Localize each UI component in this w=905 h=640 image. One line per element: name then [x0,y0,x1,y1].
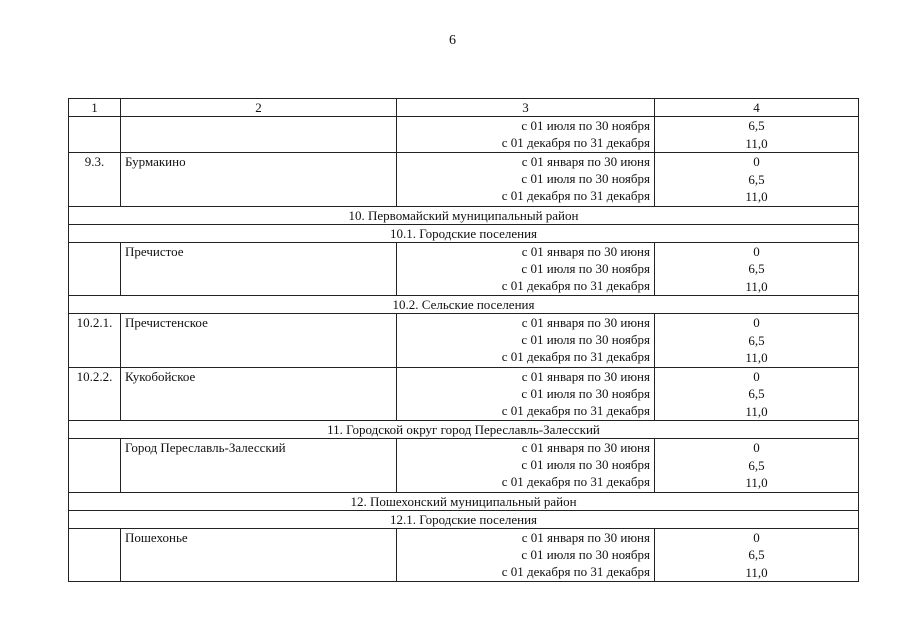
period-cell [397,153,655,207]
tariff-value: 11,0 [745,403,768,419]
period-text: с 01 июля по 30 ноября [521,260,650,276]
tariff-value: 11,0 [745,189,768,204]
tariff-value: 11,0 [745,350,768,365]
period-cell [397,242,655,296]
tariff-value: 11,0 [745,278,768,294]
value-cell [655,314,859,368]
section-row [69,421,859,439]
row-number [69,117,121,153]
period-text: с 01 января по 30 июня [521,368,650,384]
table-row [69,242,859,296]
section-row [69,206,859,224]
row-number [69,242,121,296]
period-text: с 01 января по 30 июня [521,154,650,169]
row-number: 10.2.1. [69,314,121,368]
column-number-header [69,99,859,117]
table-row [69,367,859,421]
row-number: 10.2.2. [69,367,121,421]
tariff-value: 6,5 [748,171,765,187]
table-row [69,528,859,582]
tariff-value: 6,5 [748,261,765,276]
settlement-name: Пречистенское [121,314,397,368]
period-text: с 01 декабря по 31 декабря [501,349,650,364]
period-text: с 01 января по 30 июня [521,243,650,259]
tariff-table [68,98,859,582]
period-cell [397,439,655,493]
period-text: с 01 июля по 30 ноября [521,171,650,186]
section-row [69,510,859,528]
period-text: с 01 июля по 30 ноября [521,118,650,133]
period-text: с 01 декабря по 31 декабря [501,188,650,203]
tariff-value: 6,5 [748,332,765,348]
section-title: 10.2. Сельские поселения [69,296,859,314]
value-cell [655,153,859,207]
section-title: 12.1. Городские поселения [69,510,859,528]
tariff-value: 0 [753,529,760,545]
table-row [69,153,859,207]
period-cell [397,528,655,582]
column-number-2: 2 [121,99,397,117]
tariff-value: 0 [753,154,760,169]
tariff-value: 0 [753,243,760,259]
tariff-value: 0 [753,368,760,384]
tariff-value: 11,0 [745,475,768,490]
value-cell [655,528,859,582]
settlement-name: Кукобойское [121,367,397,421]
period-text: с 01 января по 30 июня [521,315,650,330]
period-text: с 01 декабря по 31 декабря [501,474,650,489]
row-number [69,439,121,493]
tariff-value: 11,0 [745,135,768,151]
row-number [69,528,121,582]
value-cell [655,242,859,296]
section-title: 10.1. Городские поселения [69,224,859,242]
tariff-value: 6,5 [748,386,765,401]
section-title: 11. Городской округ город Переславль-Залесский [69,421,859,439]
period-text: с 01 июля по 30 ноября [521,546,650,562]
page-number: 6 [449,33,456,48]
tariff-value: 0 [753,315,760,330]
tariff-value: 0 [753,440,760,455]
tariff-value: 11,0 [745,564,768,580]
column-number-4: 4 [655,99,859,117]
settlement-name [121,117,397,153]
period-cell [397,314,655,368]
section-row [69,224,859,242]
period-text: с 01 декабря по 31 декабря [501,563,650,579]
settlement-name: Пошехонье [121,528,397,582]
value-cell [655,439,859,493]
section-title: 12. Пошехонский муниципальный район [69,492,859,510]
tariff-value: 6,5 [748,118,765,133]
value-cell [655,367,859,421]
column-number-1: 1 [69,99,121,117]
period-text: с 01 июля по 30 ноября [521,385,650,401]
section-row [69,296,859,314]
period-cell [397,367,655,421]
period-text: с 01 января по 30 июня [521,440,650,455]
row-number: 9.3. [69,153,121,207]
tariff-value: 6,5 [748,457,765,473]
table-row [69,439,859,493]
settlement-name: Город Переславль-Залесский [121,439,397,493]
section-title: 10. Первомайский муниципальный район [69,206,859,224]
period-text: с 01 июля по 30 ноября [521,332,650,347]
tariff-value: 6,5 [748,547,765,562]
value-cell [655,117,859,153]
period-text: с 01 января по 30 июня [521,529,650,545]
table-row [69,117,859,153]
section-row [69,492,859,510]
period-cell [397,117,655,153]
settlement-name: Бурмакино [121,153,397,207]
column-number-3: 3 [397,99,655,117]
period-text: с 01 июля по 30 ноября [521,457,650,472]
tariff-table-body [69,99,859,582]
period-text: с 01 декабря по 31 декабря [501,402,650,418]
table-row [69,314,859,368]
period-text: с 01 декабря по 31 декабря [501,135,650,150]
settlement-name: Пречистое [121,242,397,296]
period-text: с 01 декабря по 31 декабря [501,277,650,293]
